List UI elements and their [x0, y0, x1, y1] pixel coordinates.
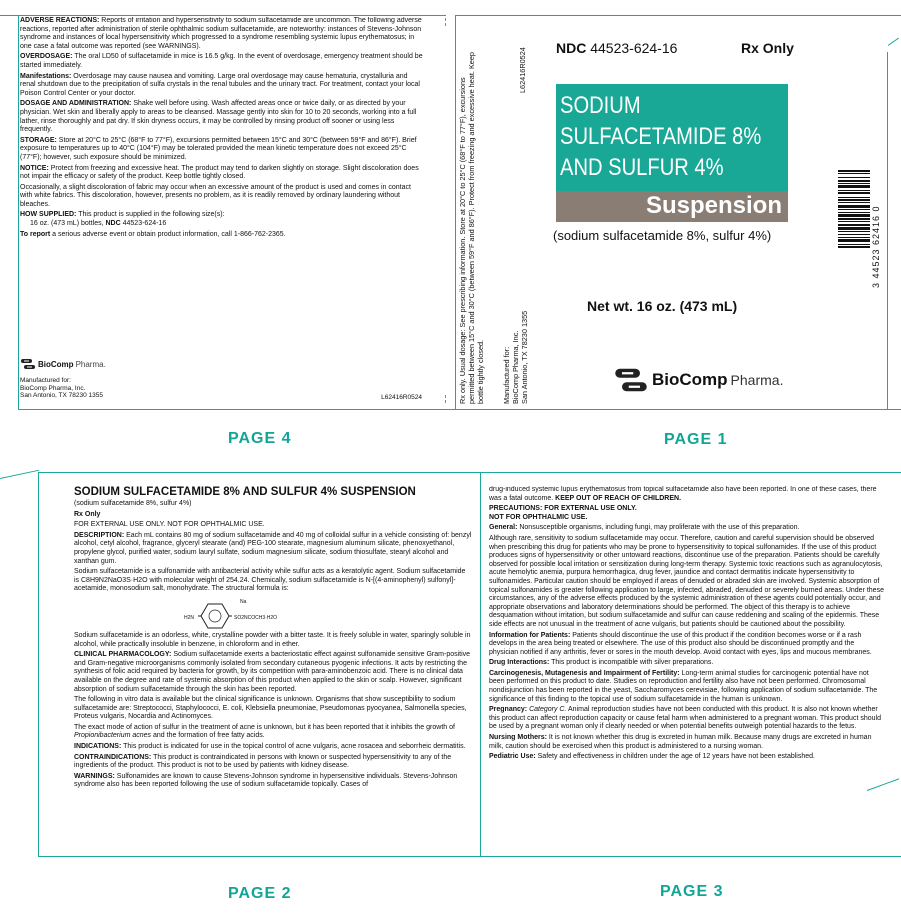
p4-mfr-line3: San Antonio, TX 78230 1355: [20, 392, 104, 400]
biocomp-logo-icon: [613, 366, 649, 394]
p4-how-ndc-label: NDC: [105, 220, 121, 228]
p2-ind-title: INDICATIONS:: [74, 743, 122, 751]
p2-external: FOR EXTERNAL USE ONLY. NOT FOR OPHTHALMIC USE.: [74, 521, 265, 529]
barcode-bar: [838, 209, 870, 210]
barcode-bar: [838, 177, 870, 178]
p3-prec-sub: NOT FOR OPHTHALMIC USE.: [489, 513, 588, 521]
barcode-bar: [838, 197, 870, 198]
p1-ndc-row: [556, 40, 677, 56]
p3-carc-title: Carcinogenesis, Mutagenesis and Impairment of Fertility:: [489, 669, 680, 677]
p1-vertical-mfr-1: Manufactured for:: [502, 346, 511, 404]
p2-exact-italic: Propionibacterium acnes: [74, 732, 152, 740]
p1-logo-suffix: Pharma.: [730, 372, 784, 388]
fold-tick-top: [445, 18, 446, 26]
p2-warn-text: Sulfonamides are known to cause Stevens-Johnson syndrome in hypersensitive individuals. Stevens-Johnson syndrome also has been reported following the use of sodium sulfacetamide topically. Cases of: [74, 772, 458, 789]
p4-how-text: This product is supplied in the following size(s):: [78, 211, 225, 219]
barcode-bar: [838, 218, 870, 220]
p1-form-box: [556, 191, 788, 222]
p2-exact-text: The exact mode of action of sulfur in the treatment of acne is unknown, but it has been reported that it inhibits the growth of: [74, 723, 455, 731]
barcode-bar: [838, 170, 870, 172]
p4-mfr-line2: BioComp Pharma, Inc.: [20, 384, 86, 392]
p4-dosage-title: DOSAGE AND ADMINISTRATION:: [20, 100, 132, 108]
p3-nursing-title: Nursing Mothers:: [489, 734, 547, 742]
p2-exact-tail: and the formation of free fatty acids.: [153, 732, 265, 740]
p2-pharm-text: Sodium sulfacetamide exerts a bacteriostatic effect against sulfonamide sensitive Gram-positive and Gram-negative microorganisms commonly isolated from secondary cutaneous pyogenic infections. It acts by restricting the synthesis of folic acid required by bacteria for growth, by its competition with para-aminobenzoic acid. There is no clinical data available on the degree and rate of systemic absorption of this product when applied to the skin or scalp. However, significant absorption of sodium sulfacetamide through the skin has been reported.: [74, 651, 471, 693]
p3-general-title: General:: [489, 524, 518, 532]
p2-formula-right: SO2NCOCH3·H2O: [234, 614, 278, 621]
barcode-bar: [838, 202, 870, 203]
p4-storage-title: STORAGE:: [20, 136, 57, 144]
p1-vertical-text-3: bottle tightly closed.: [476, 339, 485, 404]
p1-vertical-code: L62416R0524: [518, 47, 527, 93]
barcode-bar: [838, 224, 870, 226]
p4-report-title: To report: [20, 230, 51, 238]
p4-overdosage-title: OVERDOSAGE:: [20, 53, 73, 61]
p3-preg-text: Animal reproduction studies have not been conducted with this product. It is also not known whether this product can affect reproduction capacity or cause fetal harm when administered to a pregnant woman. This product should be used by a pregnant woman only if clearly needed or when potential benefits outweigh potential hazards to the fetus.: [489, 706, 881, 731]
page3-label: PAGE 3: [660, 883, 724, 900]
p3-intro: drug-induced systemic lupus erythematosus from topical sulfacetamide also have been reported. In one of these cases, there was a fatal outcome.: [489, 486, 877, 502]
outline-fold-right: [888, 38, 899, 46]
p2-desc-text2: Sodium sulfacetamide is a sulfonamide with antibacterial activity while sulfur acts as a keratolytic agent. Sodium sulfacetamide is C8H9N2NaO3S·H2O with molecular weight of 254.24. Chemically, sodium sulfacetamide is N-[(4-aminophenyl) sulfonyl]-acetamide, monosodium salt, monohydrate. The structural formula is:: [74, 568, 466, 593]
p1-net-wt: Net wt. 16 oz. (473 mL): [587, 298, 738, 314]
p4-occasional-text: Occasionally, a slight discoloration of fabric may occur when an excessive amount of the product is used and comes in contact with white fabrics. This discoloration, however, presents no problem, as it is readily removed by ordinary laundering without bleaches.: [20, 183, 411, 208]
p4-how-ndc: 44523-624-16: [122, 220, 167, 228]
page2-label: PAGE 2: [228, 885, 292, 902]
page4-label: PAGE 4: [228, 430, 292, 447]
p4-mfr-line1: Manufactured for:: [20, 377, 71, 384]
p3-intro-bold: KEEP OUT OF REACH OF CHILDREN.: [555, 494, 682, 502]
outline-lower-left: [38, 472, 39, 857]
outline-lower-top: [38, 472, 901, 473]
p3-preg-cat: Category C.: [529, 706, 567, 714]
p3-general-text: Nonsusceptible organisms, including fungi, may proliferate with the use of this preparation.: [519, 524, 800, 532]
p3-preg-title: Pregnancy:: [489, 706, 528, 714]
p1-product-line1: SODIUM: [560, 92, 641, 119]
barcode-bar: [838, 239, 870, 242]
p4-logo: [20, 357, 106, 371]
p4-how-size: 16 oz. (473 mL) bottles,: [30, 220, 104, 228]
p2-structural-formula: [74, 596, 472, 630]
p3-drug-text: This product is incompatible with silver preparations.: [551, 659, 714, 667]
page1-label: PAGE 1: [664, 431, 728, 448]
p3-ped-title: Pediatric Use:: [489, 753, 536, 761]
p2-desc-text: Each mL contains 80 mg of sodium sulfacetamide and 40 mg of colloidal sulfur in a vehicle consisting of: benzyl alcohol, cetyl alcohol, fragrance, glyceryl stearate (and) PEG-100 stearate, magnesium aluminum silicate, phenoxyethanol, propylene glycol, purified water, sodium lauryl sulfate, sodium magnesium silicate, sodium thiosulfate, stearyl alcohol and xanthan gum.: [74, 531, 472, 565]
p2-vitro-text: The following in vitro data is available but the clinical significance is unknown. Organisms that show susceptibility to sodium sulfacetamide are: Streptococci, Staphylococci, E. coli, Klebsiella pneumoniae, Pseudomonas pyocyanea, Salmonella species, Proteus vulgaris, Nocardia and Actinomyces.: [74, 696, 467, 721]
p2-warn-title: WARNINGS:: [74, 772, 115, 780]
p3-info-title: Information for Patients:: [489, 631, 571, 639]
p3-prec-title: PRECAUTIONS: FOR EXTERNAL USE ONLY.: [489, 505, 637, 513]
p2-contra-text: This product is contraindicated in persons with known or suspected hypersensitivity to any of the ingredients of the product. This product is not to be used by patients with kidney disease.: [74, 753, 452, 770]
barcode-bar: [838, 185, 870, 188]
page2-panel: [74, 486, 472, 854]
outline-fold-right-v: [887, 52, 888, 409]
p2-rx-only: Rx Only: [74, 510, 101, 518]
p4-manifestations-title: Manifestations:: [20, 72, 72, 80]
barcode-bar: [838, 205, 870, 208]
p2-pharm-title: CLINICAL PHARMACOLOGY:: [74, 651, 172, 659]
p1-vertical-mfr-2: BioComp Pharma, Inc.: [511, 330, 520, 404]
p2-ind-text: This product is indicated for use in the topical control of acne vulgaris, acne rosacea and seborrheic dermatitis.: [123, 743, 466, 751]
outline-left-top: [18, 15, 19, 410]
barcode-bar: [838, 234, 870, 235]
p3-drug-title: Drug Interactions:: [489, 659, 550, 667]
biocomp-logo-icon: [20, 358, 36, 370]
p2-desc-text3: Sodium sulfacetamide is an odorless, white, crystalline powder with a bitter taste. It is freely soluble in water, sparingly soluble in alcohol, while practically insoluble in benzene, in chloroform and in ether.: [74, 631, 471, 648]
p2-formula-left: H2N: [184, 614, 195, 621]
page4-panel: [20, 17, 424, 407]
p4-logo-suffix: Pharma.: [75, 359, 106, 369]
barcode-bar: [838, 180, 870, 182]
barcode-bar: [838, 192, 870, 194]
barcode-bar: [838, 246, 870, 248]
p1-product-line2: SULFACETAMIDE 8%: [560, 123, 762, 150]
p4-notice-text: Protect from freezing and excessive heat. The product may tend to darken slightly on storage. Slight discoloration does not impair the efficacy or safety of the product. Keep bottle tightly closed.: [20, 164, 419, 181]
p1-subtitle: (sodium sulfacetamide 8%, sulfur 4%): [553, 228, 772, 243]
p4-how-title: HOW SUPPLIED:: [20, 211, 77, 219]
p1-vertical-mfr-3: San Antonio, TX 78230 1355: [520, 310, 529, 404]
page3-panel: [489, 486, 885, 854]
p1-logo: [613, 366, 783, 394]
p3-although-text: Although rare, sensitivity to sodium sulfacetamide may occur. Therefore, caution and careful supervision should be observed when prescribing this drug for patients who may be prone to hypersensitivity to topical sulfonamides. If the use of this product produces signs of hypersensitivity or other untoward reactions, discontinue use of the preparation. Patients should be carefully observed for possible local irritation or sensitization during long-term therapy. Systemic toxic reactions such as agranulocytosis, acute hemolytic anemia, purpura hemorrhagica, drug fever, jaundice and contact dermatitis indicate hypersensitivity to sulfonamides. Particular caution should be employed if areas of denuded or abraded skin are involved. Systemic absorption of topical sulfonamides is greater following application to large, infected, abraded, denuded or severely burned areas. Under these circumstances, any of the adverse effects produced by the systemic administration of these agents could potentially occur, and appropriate observations and laboratory determinations should be performed. The object of this therapy is to achieve desquamation without irritation, but sodium sulfacetamide and sulfur can cause reddening and scaling of the epidermis. These side effects are not unusual in the treatment of acne vulgaris, but patients should be cautioned about the possibility.: [489, 534, 884, 628]
p2-title: SODIUM SULFACETAMIDE 8% AND SULFUR 4% SUSPENSION: [74, 486, 416, 498]
barcode-bar: [838, 212, 870, 213]
outline-bottom-top-row: [18, 409, 901, 410]
fold-tick-bottom: [445, 395, 446, 403]
p4-notice-title: NOTICE:: [20, 164, 49, 172]
barcode: [838, 170, 870, 290]
barcode-bar: [838, 183, 870, 184]
benzene-ring-icon: [198, 602, 232, 630]
p4-code: L62416R0524: [381, 394, 422, 401]
p2-formula-na: Na: [240, 598, 247, 605]
barcode-bar: [838, 199, 870, 201]
barcode-bar: [838, 231, 870, 232]
outline-top-right: [455, 15, 901, 16]
p1-ndc: 44523-624-16: [590, 40, 678, 56]
p3-info-text: Patients should discontinue the use of this product if the condition becomes worse or if a rash develops in the area being treated or elsewhere. The use of this product also should be discontinued promptly and the physician notified if any arthritis, fever or sores in the mouth develop. Avoid contact with eyes, lips and mucous membranes.: [489, 631, 872, 656]
outline-lower-mid: [480, 472, 481, 857]
p2-contra-title: CONTRAINDICATIONS:: [74, 753, 152, 761]
barcode-bar: [838, 173, 870, 174]
p4-storage-text: Store at 20°C to 25°C (68°F to 77°F), excursions permitted between 15°C and 30°C (between 59°F and 86°F). Brief exposure to temperatures up to 40°C (104°F) may be tolerated provided the mean kinetic temperature does not exceed 25°C (77°F); however, such exposure should be minimized.: [20, 136, 417, 161]
outline-lower-left-fold: [0, 470, 39, 479]
p1-rx-only: Rx Only: [741, 40, 794, 56]
p4-manifestations-text: Overdosage may cause nausea and vomiting. Large oral overdosage may cause hematuria, crystalluria and renal shutdown due to the precipitation of sulfa crystals in the renal tubules and the urinary tract. For treatment, contact your local Poison Control Center or your doctor.: [20, 72, 420, 97]
p1-logo-name: BioComp: [652, 370, 728, 389]
barcode-bar: [838, 214, 870, 217]
outline-top-left: [0, 15, 446, 16]
p3-carc-text: Long-term animal studies for carcinogenic potential have not been performed on this product to date. Studies on reproduction and fertility also have not been performed. Chromosomal nondisjunction has been reported in the yeast, Saccharomyces cerevisiae, following application of sodium sulfacetamide. The significance of this finding to the topical use of sodium sulfacetamide in the human is unknown.: [489, 669, 878, 703]
p2-desc-title: DESCRIPTION:: [74, 531, 125, 539]
p2-subtitle: (sodium sulfacetamide 8%, sulfur 4%): [74, 500, 192, 507]
p1-vertical-text-1: Rx only. Usual dosage: See prescribing information. Store at 20°C to 25°C (68°F to 77°F), excursions: [458, 77, 467, 404]
outline-mid-top: [455, 15, 456, 410]
p3-ped-text: Safety and effectiveness in children under the age of 12 years have not been established.: [537, 753, 815, 761]
p4-logo-name: BioComp: [38, 359, 74, 369]
barcode-bar: [838, 190, 870, 191]
p3-nursing-text: It is not known whether this drug is excreted in human milk. Because many drugs are excreted in human milk, caution should be exercised when this product is administered to a nursing woman.: [489, 734, 872, 750]
barcode-bar: [838, 237, 870, 238]
p1-product-line3: AND SULFUR 4%: [560, 154, 724, 181]
p4-adverse-title: ADVERSE REACTIONS:: [20, 17, 100, 24]
outline-lower-bottom: [38, 856, 901, 857]
p1-form: Suspension: [645, 192, 782, 219]
p4-overdosage-text: The oral LD50 of sulfacetamide in mice is 16.5 g/kg. In the event of overdosage, emergency treatment should be started immediately.: [20, 53, 423, 69]
barcode-bar: [838, 227, 870, 230]
p1-ndc-label: NDC: [556, 40, 587, 56]
barcode-bar: [838, 221, 870, 222]
p1-vertical-text-2: permitted between 15°C and 30°C (between 59°F and 86°F). Protect from freezing and excessive heat. Keep: [467, 52, 476, 404]
barcode-bar: [838, 244, 870, 245]
p4-dosage-text: Shake well before using. Wash affected areas once or twice daily, or as directed by your physician. Wet skin and liberally apply to areas to be cleansed. Massage gently into skin for 10 to 20 seconds, working into a full lather, rinse thoroughly and pat dry. If skin dryness occurs, it may be controlled by rinsing product off sooner or using less frequently.: [20, 100, 417, 134]
p4-report-text: a serious adverse event or obtain product information, call 1-866-762-2365.: [52, 230, 286, 238]
barcode-digits: 3 44523 62416 0: [871, 205, 881, 288]
p1-product-name-box: [556, 84, 788, 191]
p4-adverse-text: Reports of irritation and hypersensitivity to sodium sulfacetamide are uncommon. The following adverse reactions, reported after administration of sterile ophthalmic sodium sulfacetamide, are noteworthy: instances of Stevens-Johnson syndrome and instances of local hypersensitivity which progressed to a syndrome resembling systemic lupus erythematosus; in one case a fatal outcome was reported (see WARNINGS).: [20, 17, 422, 50]
